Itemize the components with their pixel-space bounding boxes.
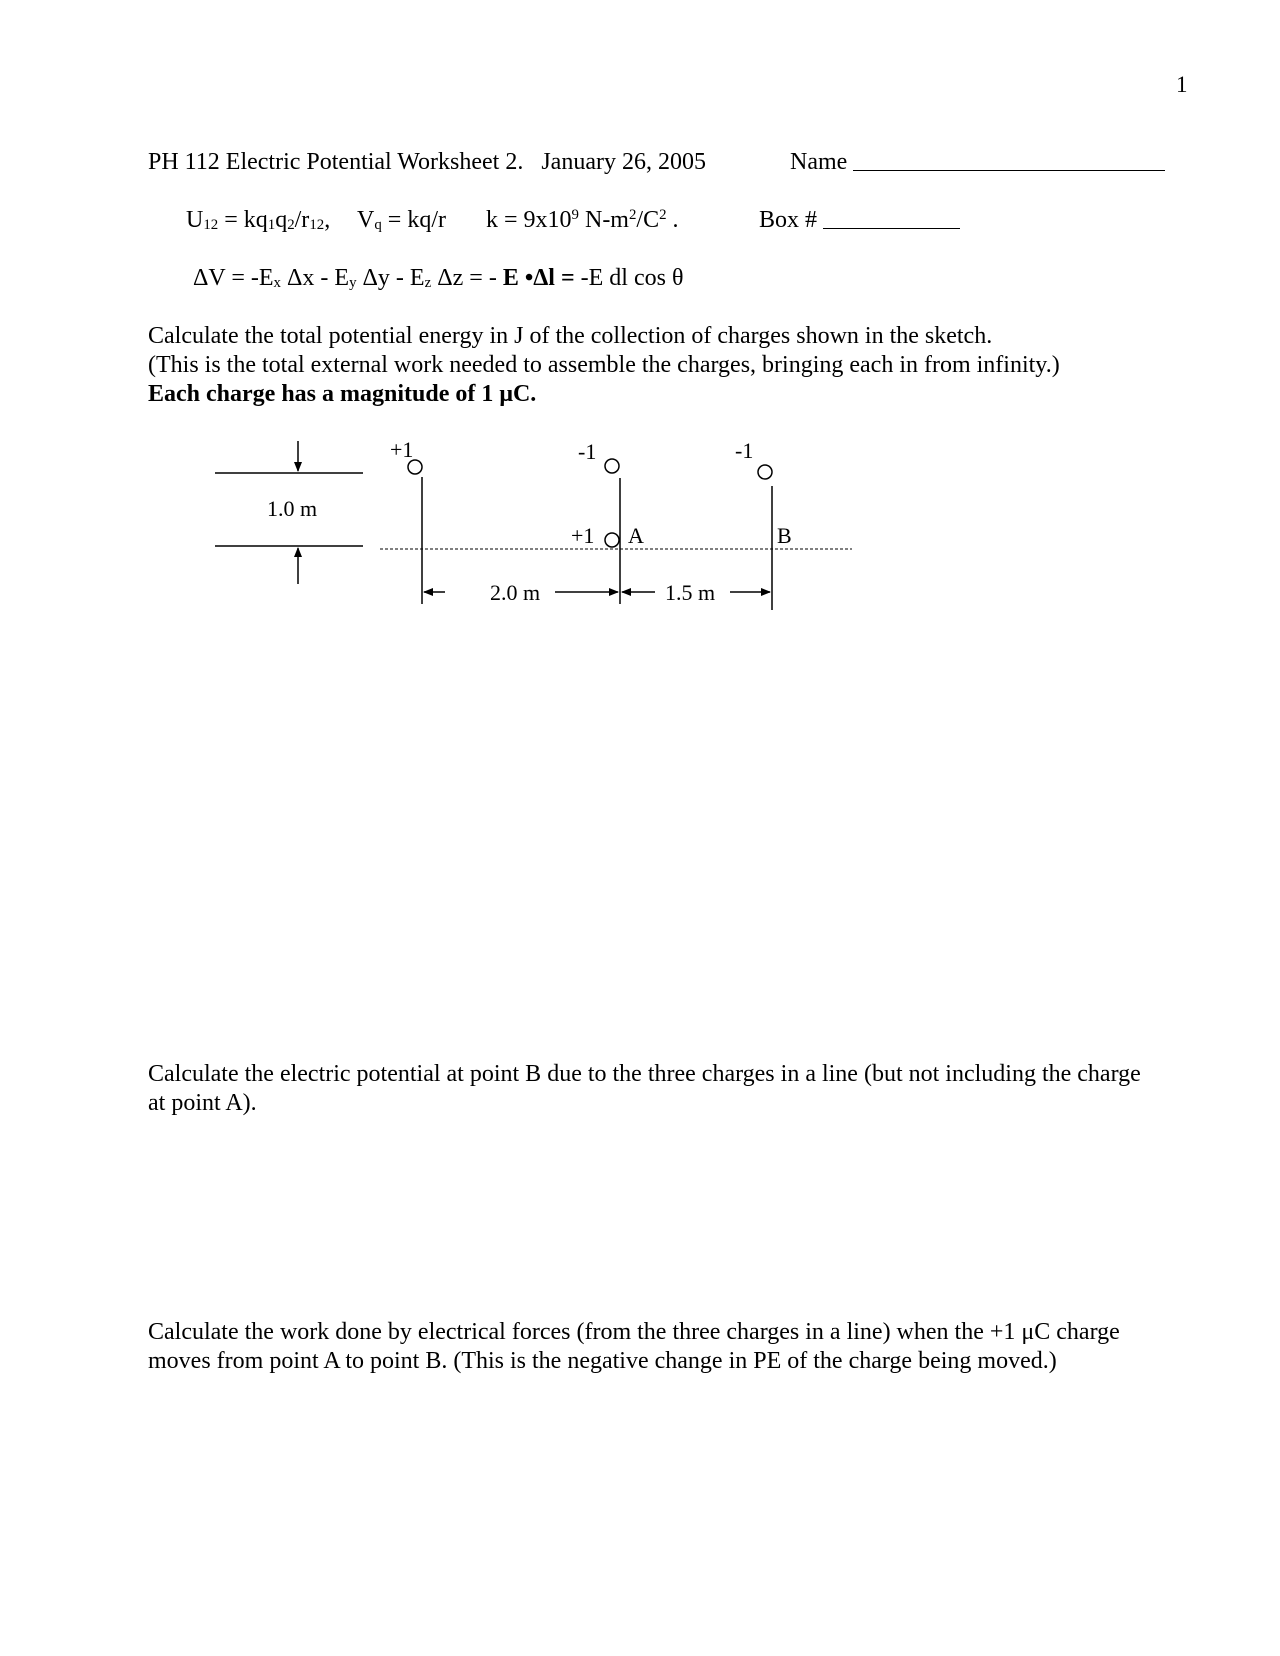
charge-a-circle <box>605 533 619 547</box>
question-3-line-1: Calculate the work done by electrical forces (from the three charges in a line) when the +1 μC charge <box>148 1319 1120 1345</box>
question-2 <box>148 1060 1141 1118</box>
point-a-label: A <box>628 523 644 548</box>
question-1-line-2: (This is the total external work needed to assemble the charges, bringing each in from infinity.) <box>148 352 1060 378</box>
charge-1-label: +1 <box>390 437 414 462</box>
question-2-line-1: Calculate the electric potential at point B due to the three charges in a line (but not including the charge <box>148 1061 1141 1087</box>
charge-1-circle <box>408 460 422 474</box>
question-2-line-2: at point A). <box>148 1090 257 1116</box>
charge-diagram <box>0 0 1280 700</box>
formula-delta-v: $\Delta V = -E_x$ Δx - $E_y$ Δy - $E_z$ Δz = - E •Δl = -E dl cos θ <box>193 265 684 292</box>
box-label: Box # <box>759 207 818 233</box>
charge-3-circle <box>758 465 772 479</box>
vertical-dimension-label: 1.0 m <box>267 496 318 521</box>
dimension-2-label: 1.5 m <box>665 580 716 605</box>
charge-3-label: -1 <box>735 438 754 463</box>
name-label: Name <box>790 149 848 175</box>
charge-2-label: -1 <box>578 439 597 464</box>
question-3 <box>148 1318 1120 1376</box>
charge-2-circle <box>605 459 619 473</box>
question-1-line-1: Calculate the total potential energy in J of the collection of charges shown in the sketch. <box>148 323 993 349</box>
dimension-1-label: 2.0 m <box>490 580 541 605</box>
charge-a-label: +1 <box>571 523 595 548</box>
question-3-line-2: moves from point A to point B. (This is the negative change in PE of the charge being moved.) <box>148 1348 1057 1374</box>
formula-potential-energy: $U_{12} = kq_1q_2/r_{12}$, <box>186 207 331 234</box>
worksheet-title: PH 112 Electric Potential Worksheet 2. January 26, 2005 <box>148 149 706 175</box>
page-number: 1 <box>1176 72 1188 97</box>
formula-potential: $V_q = kq/r$ <box>357 207 446 234</box>
point-b-label: B <box>777 523 792 548</box>
question-1-line-3: Each charge has a magnitude of 1 μC. <box>148 381 537 407</box>
formula-k-constant: $k = 9x10^9$ $N-m^2/C^2$ . <box>486 207 679 234</box>
